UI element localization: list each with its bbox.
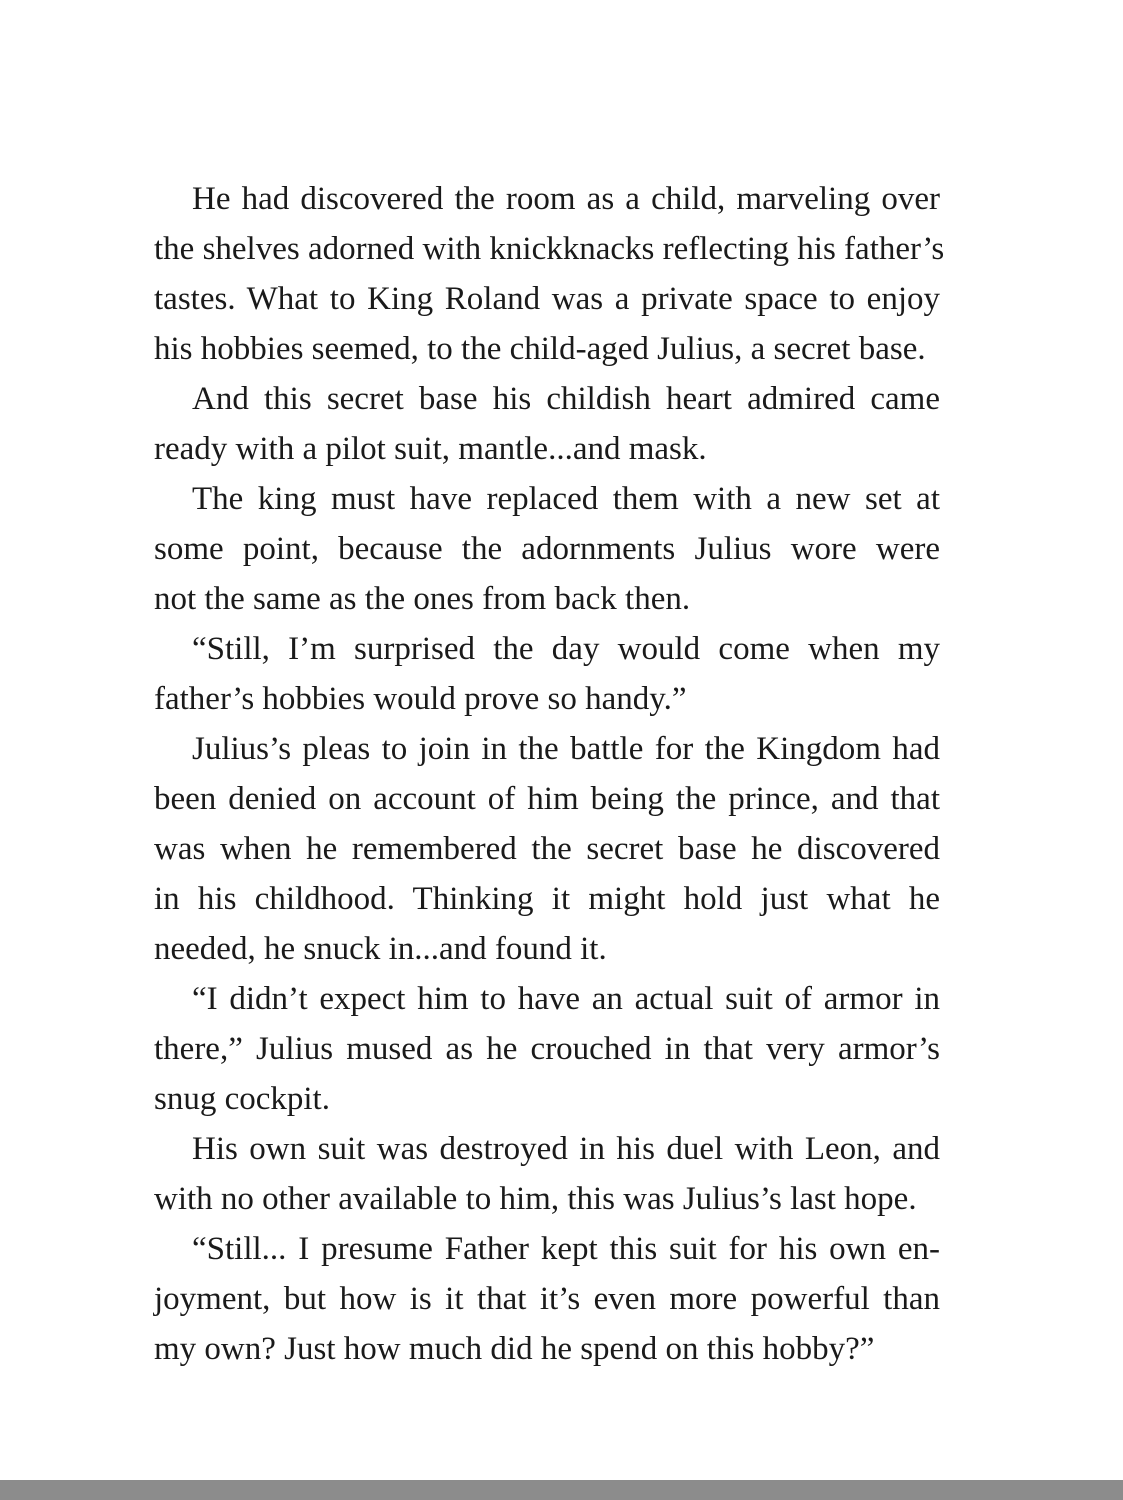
text-line: father’s hobbies would prove so handy.” <box>154 681 687 717</box>
text-line: needed, he snuck in...and found it. <box>154 931 607 967</box>
text-line: there,” Julius mused as he crouched in that very armor’s <box>154 1031 940 1067</box>
text-line: been denied on account of him being the prince, and that <box>154 781 940 817</box>
text-line: my own? Just how much did he spend on this hobby?” <box>154 1331 875 1367</box>
text-line: Julius’s pleas to join in the battle for the Kingdom had <box>192 731 940 767</box>
text-line: ready with a pilot suit, mantle...and mask. <box>154 431 707 467</box>
text-line: The king must have replaced them with a new set at <box>192 481 940 517</box>
bottom-scroll-bar[interactable] <box>0 1480 1123 1500</box>
text-line: joyment, but how is it that it’s even more powerful than <box>154 1281 940 1317</box>
text-line: the shelves adorned with knickknacks reflecting his father’s <box>154 231 945 267</box>
text-line: tastes. What to King Roland was a private space to enjoy <box>154 281 940 317</box>
text-line: not the same as the ones from back then. <box>154 581 691 617</box>
text-line: “I didn’t expect him to have an actual suit of armor in <box>192 981 940 1017</box>
text-line: snug cockpit. <box>154 1081 330 1117</box>
text-line: with no other available to him, this was Julius’s last hope. <box>154 1181 917 1217</box>
text-line: his hobbies seemed, to the child-aged Julius, a secret base. <box>154 331 926 367</box>
text-line: some point, because the adornments Julius wore were <box>154 531 940 567</box>
text-line: He had discovered the room as a child, marveling over <box>192 181 940 217</box>
text-line: “Still, I’m surprised the day would come when my <box>192 631 940 667</box>
text-line: “Still... I presume Father kept this suit for his own en- <box>192 1231 940 1267</box>
text-line: And this secret base his childish heart admired came <box>192 381 940 417</box>
text-line: was when he remembered the secret base he discovered <box>154 831 940 867</box>
text-line: in his childhood. Thinking it might hold just what he <box>154 881 940 917</box>
text-line: His own suit was destroyed in his duel with Leon, and <box>192 1131 940 1167</box>
body-text <box>154 174 945 1374</box>
